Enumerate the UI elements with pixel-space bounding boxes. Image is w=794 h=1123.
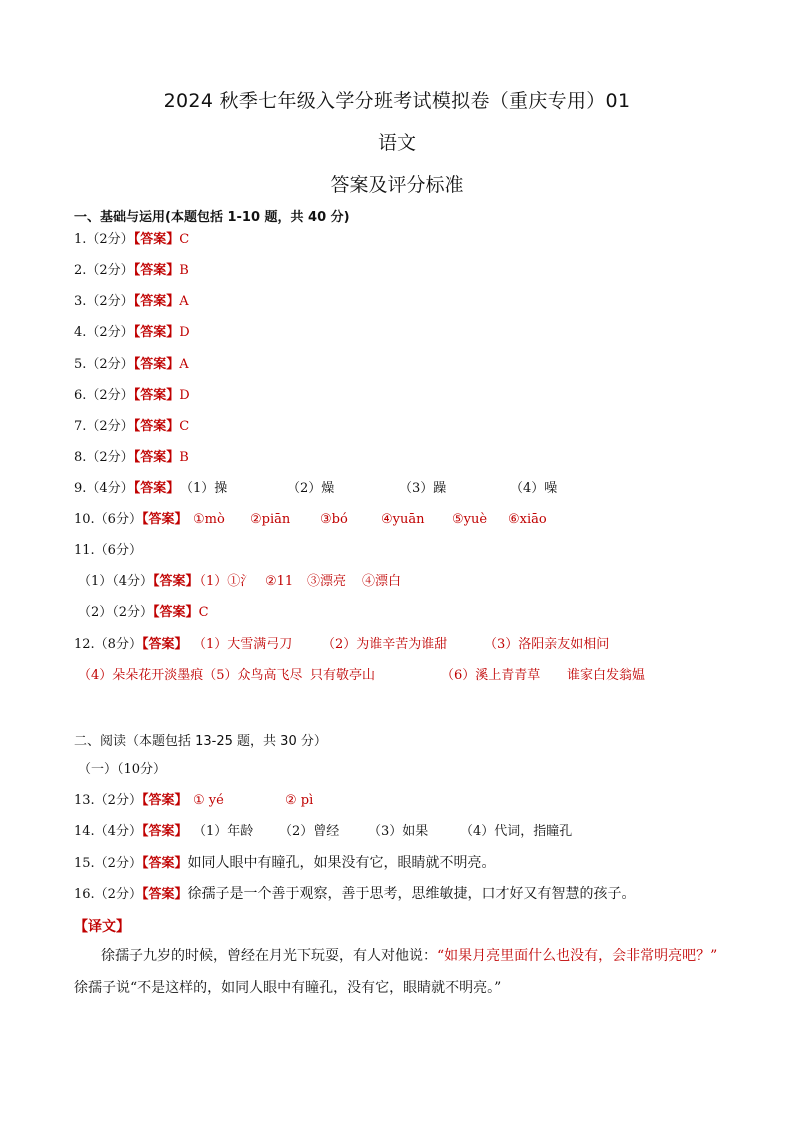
question-number: 15.（2分） (74, 856, 142, 871)
question-number: 10.（6分） (74, 512, 142, 527)
answer-row-8 (74, 449, 189, 467)
document-title: 2024 秋季七年级入学分班考试模拟卷（重庆专用）01 (163, 90, 631, 112)
q9-answer-1: （1）操 (180, 481, 228, 496)
question-number: 4.（2分） (74, 325, 134, 340)
q10-answer-3: ③bó (320, 512, 348, 527)
answer-row-15 (74, 854, 495, 872)
answer-tag: 【答案】 (153, 605, 199, 620)
q12-answer-5b: 只有敬亭山 (310, 668, 376, 683)
question-number: 13.（2分） (74, 793, 142, 808)
question-number: 5.（2分） (74, 357, 134, 372)
answer-row-1 (74, 231, 189, 249)
q12-answer-1: （1）大雪满弓刀 (193, 637, 293, 652)
answer-tag: 【答案】 (133, 325, 180, 340)
q12-answer-6: （6）溪上青青草 (441, 668, 541, 683)
answer-row-7 (74, 418, 189, 436)
answer-row-14 (74, 823, 187, 841)
answer-tag: 【答案】 (133, 481, 180, 496)
question-number: 1.（2分） (74, 232, 134, 247)
q10-answer-4: ④yuān (381, 512, 425, 527)
answer-tag: 【答案】 (153, 574, 199, 589)
q14-answer-3: （3）如果 (368, 824, 429, 839)
answer-row-3 (74, 293, 189, 311)
question-number: 2.（2分） (74, 263, 134, 278)
answer-key-title: 答案及评分标准 (330, 174, 464, 196)
answer-tag: 【答案】 (133, 450, 180, 465)
q11-1-answer-1: （1）①氵 (193, 574, 254, 589)
answer-row-11 (74, 542, 142, 560)
answer-row-12 (74, 636, 187, 654)
question-number: 8.（2分） (74, 450, 134, 465)
answer-row-11-2 (78, 604, 209, 622)
q9-answer-2: （2）燥 (287, 481, 335, 496)
answer-row-9 (74, 480, 179, 498)
answer-value: A (179, 357, 189, 372)
answer-row-5 (74, 356, 189, 374)
answer-value: D (179, 325, 190, 340)
answer-tag: 【答案】 (133, 263, 180, 278)
answer-tag: 【答案】 (133, 419, 180, 434)
answer-tag: 【答案】 (141, 856, 188, 871)
question-number: 16.（2分） (74, 887, 142, 902)
answer-tag: 【答案】 (133, 232, 180, 247)
answer-row-4 (74, 324, 190, 342)
question-number: 11.（6分） (74, 543, 142, 558)
part-1-heading: （一）（10分） (78, 762, 167, 777)
q11-1-answer-4: ④漂白 (362, 574, 402, 589)
answer-row-13 (74, 792, 187, 810)
translation-text: 徐孺子九岁的时候，曾经在月光下玩耍，有人对他说： (101, 948, 437, 964)
answer-value: 如同人眼中有瞳孔，如果没有它，眼睛就不明亮。 (187, 855, 496, 871)
answer-tag: 【答案】 (141, 824, 188, 839)
subject-title: 语文 (377, 132, 416, 154)
answer-tag: 【答案】 (141, 637, 188, 652)
answer-value: A (179, 294, 189, 309)
answer-row-10 (74, 511, 187, 529)
sub-question-number: （1）（4分） (78, 574, 154, 589)
answer-tag: 【答案】 (133, 388, 180, 403)
answer-value: C (179, 419, 190, 434)
q12-answer-4-5: （4）朵朵花开淡墨痕（5）众鸟高飞尽 (78, 668, 303, 683)
q14-answer-2: （2）曾经 (279, 824, 340, 839)
question-number: 6.（2分） (74, 388, 134, 403)
question-number: 9.（4分） (74, 481, 134, 496)
q10-answer-1: ①mò (193, 512, 225, 527)
q13-answer-2: ② pì (285, 793, 314, 808)
q13-answer-1: ① yé (193, 793, 224, 808)
q10-answer-5: ⑤yuè (452, 512, 488, 527)
q10-answer-2: ②piān (250, 512, 291, 527)
translation-line-2: 徐孺子说“不是这样的，如同人眼中有瞳孔，没有它，眼睛就不明亮。” (74, 980, 502, 996)
answer-tag: 【答案】 (141, 793, 188, 808)
question-number: 14.（4分） (74, 824, 142, 839)
answer-value: D (179, 388, 190, 403)
q11-1-answer-2: ②11 (265, 574, 294, 589)
answer-tag: 【答案】 (141, 887, 188, 902)
translation-tag: 【译文】 (74, 919, 130, 935)
q12-answer-7: 谁家白发翁媪 (567, 668, 646, 683)
answer-value: 徐孺子是一个善于观察，善于思考，思维敏捷，口才好又有智慧的孩子。 (187, 886, 636, 902)
answer-row-6 (74, 387, 190, 405)
q14-answer-4: （4）代词，指瞳孔 (460, 824, 573, 839)
question-number: 3.（2分） (74, 294, 134, 309)
translation-quote: “如果月亮里面什么也没有，会非常明亮吧？” (437, 948, 718, 964)
sub-question-number: （2）（2分） (78, 605, 154, 620)
translation-line-1 (101, 946, 717, 966)
question-number: 7.（2分） (74, 419, 134, 434)
q12-answer-3: （3）洛阳亲友如相问 (484, 637, 610, 652)
answer-tag: 【答案】 (133, 294, 180, 309)
q9-answer-4: （4）噪 (510, 481, 558, 496)
answer-tag: 【答案】 (141, 512, 188, 527)
q11-1-answer-3: ③漂亮 (307, 574, 347, 589)
q9-answer-3: （3）躁 (399, 481, 447, 496)
section-2-heading: 二、阅读（本题包括 13-25 题，共 30 分） (74, 734, 327, 749)
q12-answer-2: （2）为谁辛苦为谁甜 (322, 637, 448, 652)
q10-answer-6: ⑥xiāo (508, 512, 547, 527)
answer-value: B (179, 450, 189, 465)
answer-row-16 (74, 885, 635, 903)
answer-row-2 (74, 262, 189, 280)
answer-value: C (179, 232, 190, 247)
answer-value: C (198, 605, 209, 620)
q14-answer-1: （1）年龄 (193, 824, 254, 839)
answer-row-11-1 (78, 573, 199, 591)
answer-value: B (179, 263, 189, 278)
answer-tag: 【答案】 (133, 357, 180, 372)
section-1-heading: 一、基础与运用(本题包括 1-10 题，共 40 分) (74, 210, 350, 225)
question-number: 12.（8分） (74, 637, 142, 652)
